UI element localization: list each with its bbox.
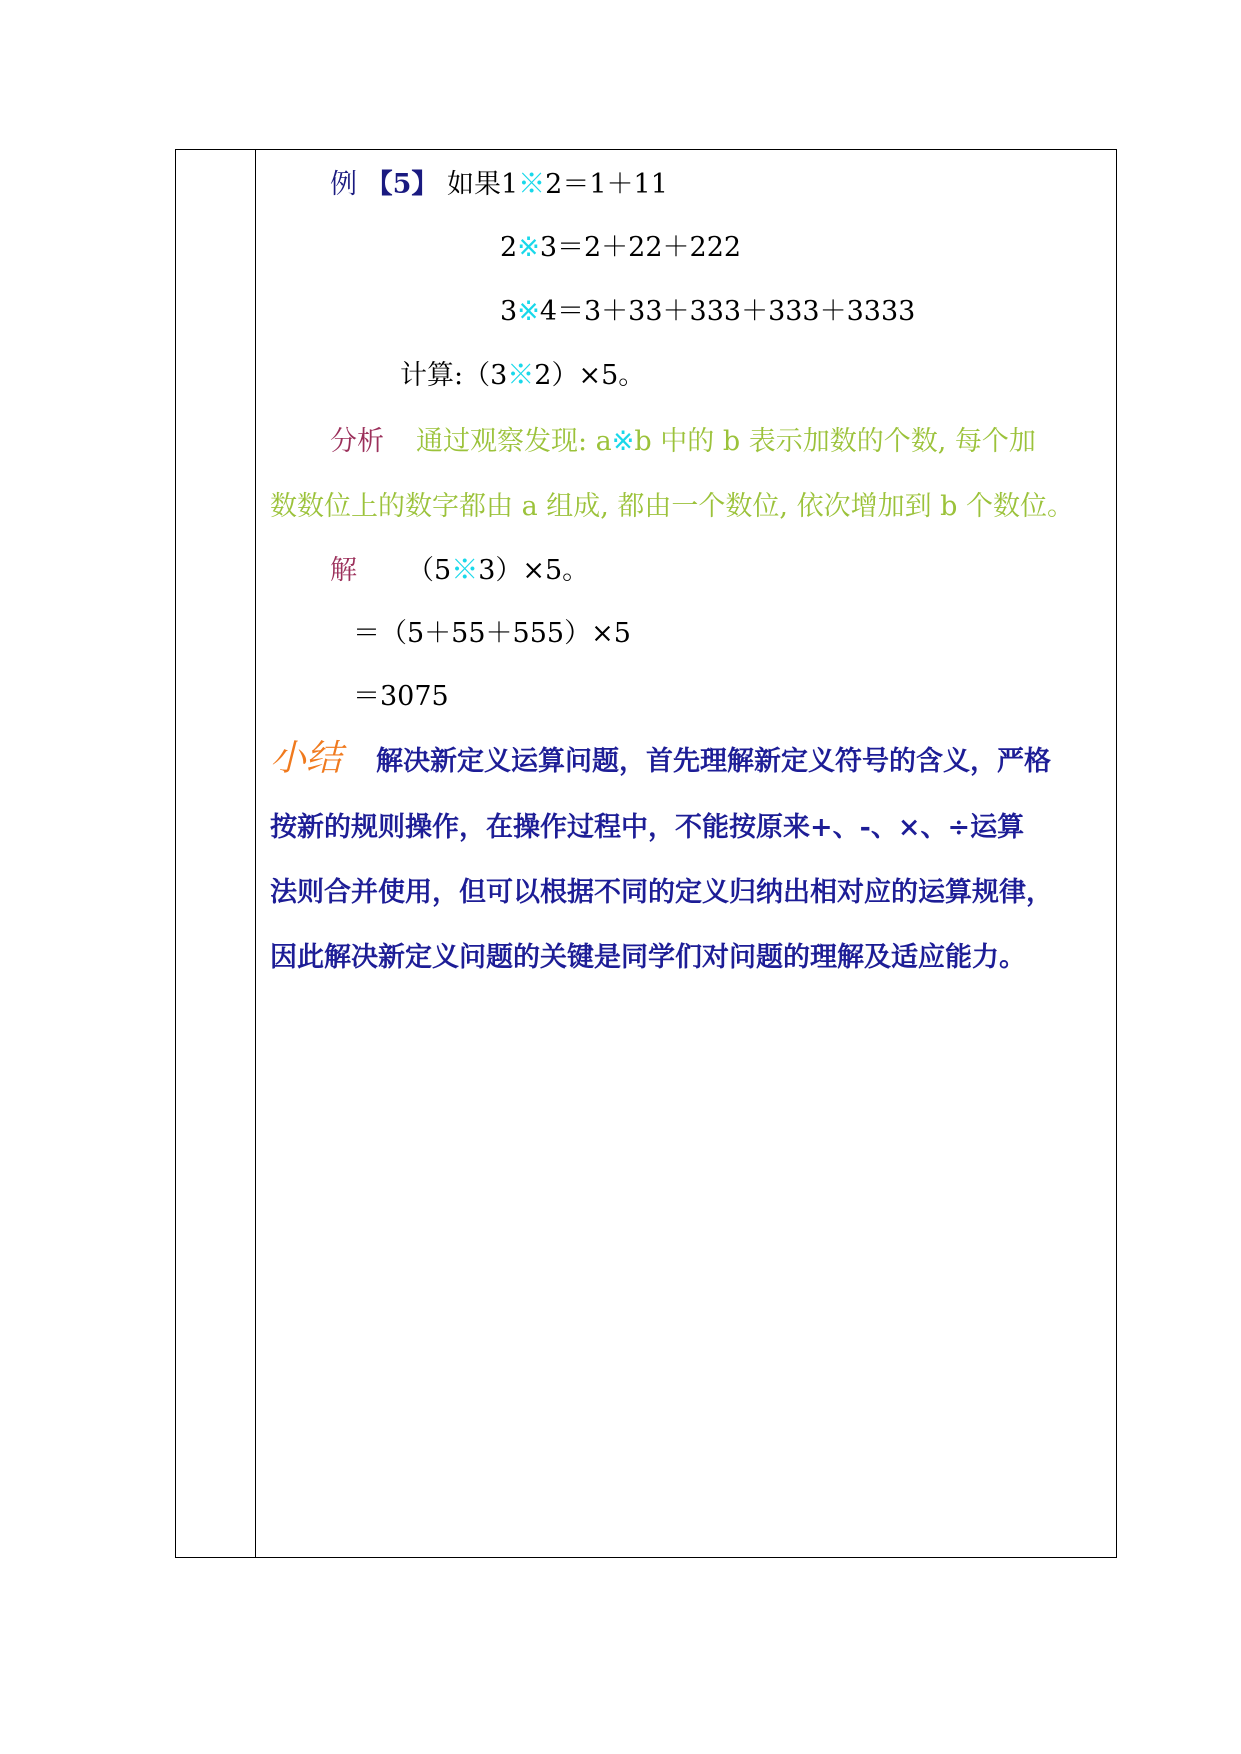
analysis-line-2: 数数位上的数字都由 a 组成, 都由一个数位, 依次增加到 b 个数位。 <box>270 491 1075 522</box>
calc-suffix: 2）×5。 <box>534 360 646 391</box>
eq3-b: 4 <box>539 296 557 327</box>
calc-prefix: 计算:（3 <box>400 360 508 391</box>
right-column <box>258 150 1116 1557</box>
left-column <box>176 150 256 1557</box>
summary-line-1 <box>270 738 1052 779</box>
example-number: 5 <box>392 169 412 200</box>
analysis-text-a: 通过观察发现: a <box>416 426 612 457</box>
solution-step-3: ＝3075 <box>353 681 449 712</box>
calc-op: ※ <box>507 360 535 391</box>
summary-line-3: 法则合并使用，但可以根据不同的定义归纳出相对应的运算规律， <box>270 877 1053 908</box>
summary-text-1: 解决新定义运算问题，首先理解新定义符号的含义，严格 <box>376 746 1052 777</box>
solution-step1-a: （5 <box>407 555 452 586</box>
eq2-op: ※ <box>517 232 540 263</box>
example-label: 例 <box>330 169 357 200</box>
eq1-rest: ＝1＋11 <box>562 169 668 200</box>
eq2-rest: ＝2＋22＋222 <box>557 232 742 263</box>
example-header <box>330 168 668 202</box>
summary-line-2: 按新的规则操作，在操作过程中，不能按原来+、-、×、÷运算 <box>270 812 1025 843</box>
eq3-a: 3 <box>500 296 518 327</box>
analysis-label: 分析 <box>330 426 384 457</box>
analysis-op: ※ <box>611 426 635 457</box>
equation-2 <box>500 231 741 265</box>
analysis-line-1 <box>330 425 1036 459</box>
example-bracket-open: 【 <box>365 169 393 200</box>
solution-label: 解 <box>330 555 357 586</box>
content-table <box>175 149 1117 1558</box>
solution-step1-b: 3）×5。 <box>478 555 590 586</box>
equation-3 <box>500 295 915 329</box>
example-bracket-close: 】 <box>411 169 439 200</box>
eq1-op: ※ <box>518 169 546 200</box>
solution-line-1 <box>330 554 589 588</box>
eq3-rest: ＝3＋33＋333＋333＋3333 <box>557 296 916 327</box>
eq2-a: 2 <box>500 232 518 263</box>
eq3-op: ※ <box>517 296 540 327</box>
summary-line-4: 因此解决新定义问题的关键是同学们对问题的理解及适应能力。 <box>270 942 1026 973</box>
eq1-a: 1 <box>500 169 519 200</box>
summary-label: 小结 <box>270 738 343 779</box>
example-if: 如果 <box>446 169 501 200</box>
solution-step-2: ＝（5＋55＋555）×5 <box>353 618 631 649</box>
eq1-b: 2 <box>545 169 563 200</box>
solution-op: ※ <box>451 555 479 586</box>
analysis-text-b: b 中的 b 表示加数的个数, 每个加 <box>634 426 1036 457</box>
calc-line <box>400 359 645 393</box>
eq2-b: 3 <box>539 232 557 263</box>
